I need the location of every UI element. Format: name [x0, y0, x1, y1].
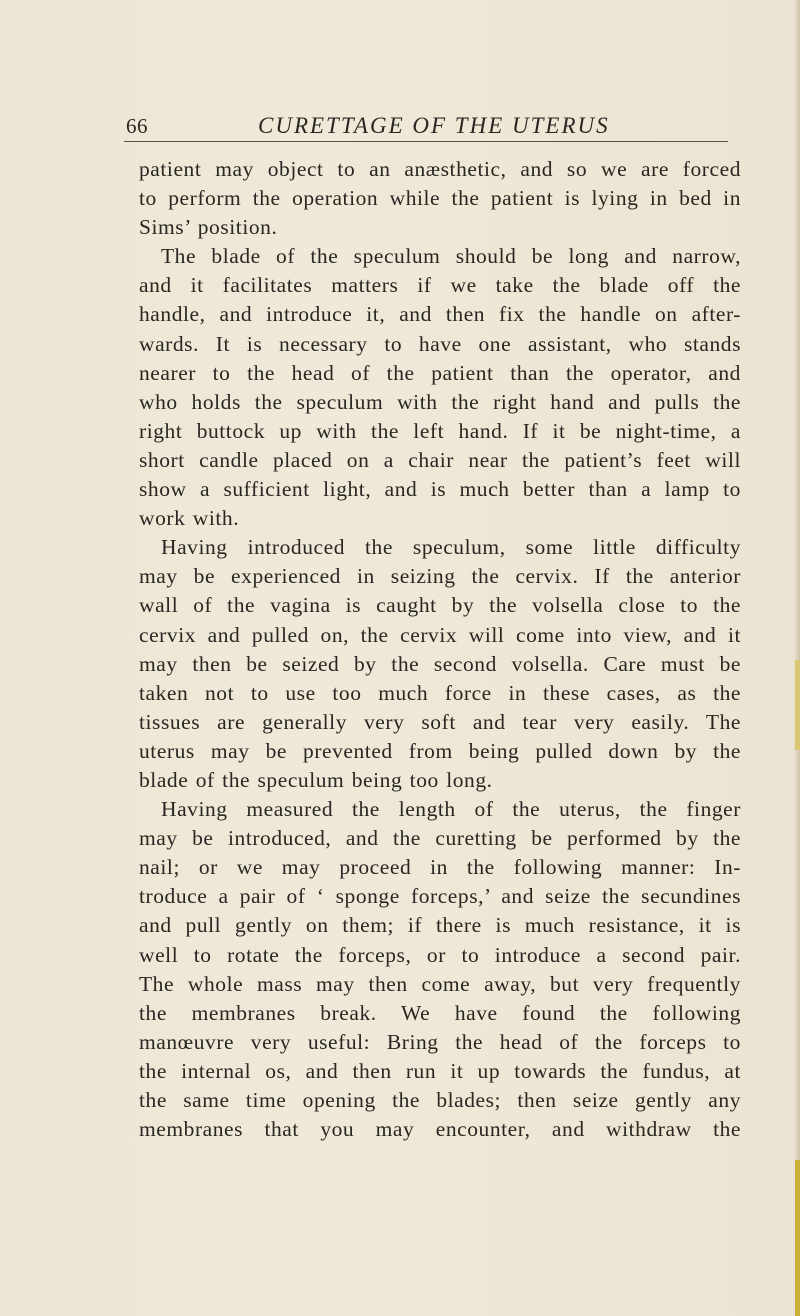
text-line: handle, and introduce it, and then fix the handle on after- [139, 302, 741, 327]
text-line: wards. It is necessary to have one assistant, who stands [139, 331, 741, 356]
text-line: the internal os, and then run it up towards the fundus, at [139, 1058, 741, 1083]
text-line: manœuvre very useful: Bring the head of the forceps to [139, 1029, 741, 1054]
paragraph [139, 795, 741, 1144]
text-line: Having introduced the speculum, some little difficulty [161, 535, 741, 560]
text-line: nail; or we may proceed in the following manner: In- [139, 855, 741, 880]
text-line: wall of the vagina is caught by the volsella close to the [139, 593, 741, 618]
text-line: right buttock up with the left hand. If it be night-time, a [139, 418, 741, 443]
page-edge-stain [795, 1160, 800, 1316]
text-line: Sims’ position. [139, 215, 278, 240]
text-line: show a sufficient light, and is much better than a lamp to [139, 477, 741, 502]
text-line: cervix and pulled on, the cervix will come into view, and it [139, 622, 741, 647]
text-line: patient may object to an anæsthetic, and so we are forced [139, 157, 741, 181]
page-header [0, 104, 800, 144]
text-line: may be experienced in seizing the cervix. If the anterior [139, 564, 741, 589]
text-line: nearer to the head of the patient than the operator, and [139, 360, 741, 385]
text-line: The blade of the speculum should be long and narrow, [161, 244, 741, 269]
text-line: the membranes break. We have found the following [139, 1000, 741, 1025]
text-line: may then be seized by the second volsella. Care must be [139, 651, 741, 676]
text-line: who holds the speculum with the right hand and pulls the [139, 389, 741, 414]
text-line: the same time opening the blades; then seize gently any [139, 1088, 741, 1112]
page-edge-stain [795, 660, 800, 750]
paragraph [139, 533, 741, 795]
text-line: blade of the speculum being too long. [139, 767, 493, 792]
paragraph [139, 242, 741, 533]
text-line: membranes that you may encounter, and withdraw the [139, 1117, 741, 1142]
text-line: to perform the operation while the patient is lying in bed in [139, 186, 741, 211]
text-line: uterus may be prevented from being pulled down by the [139, 738, 741, 763]
text-line: short candle placed on a chair near the patient’s feet will [139, 447, 741, 472]
running-head: CURETTAGE OF THE UTERUS [258, 113, 610, 138]
text-line: work with. [139, 506, 240, 531]
text-line: The whole mass may then come away, but very frequently [139, 971, 741, 996]
header-rule [124, 141, 728, 142]
text-line: tissues are generally very soft and tear very easily. The [139, 709, 741, 734]
text-line: troduce a pair of ‘ sponge forceps,’ and seize the secundines [139, 884, 741, 909]
paragraph [139, 155, 741, 242]
body-text [139, 155, 741, 1144]
text-line: Having measured the length of the uterus, the finger [161, 797, 741, 822]
page-edge-shadow [794, 0, 800, 1316]
text-line: may be introduced, and the curetting be performed by the [139, 826, 741, 851]
text-line: and it facilitates matters if we take the blade off the [139, 273, 741, 298]
text-line: and pull gently on them; if there is much resistance, it is [139, 913, 741, 938]
text-line: well to rotate the forceps, or to introduce a second pair. [139, 942, 741, 967]
text-line: taken not to use too much force in these cases, as the [139, 680, 741, 705]
page-number: 66 [126, 114, 148, 138]
